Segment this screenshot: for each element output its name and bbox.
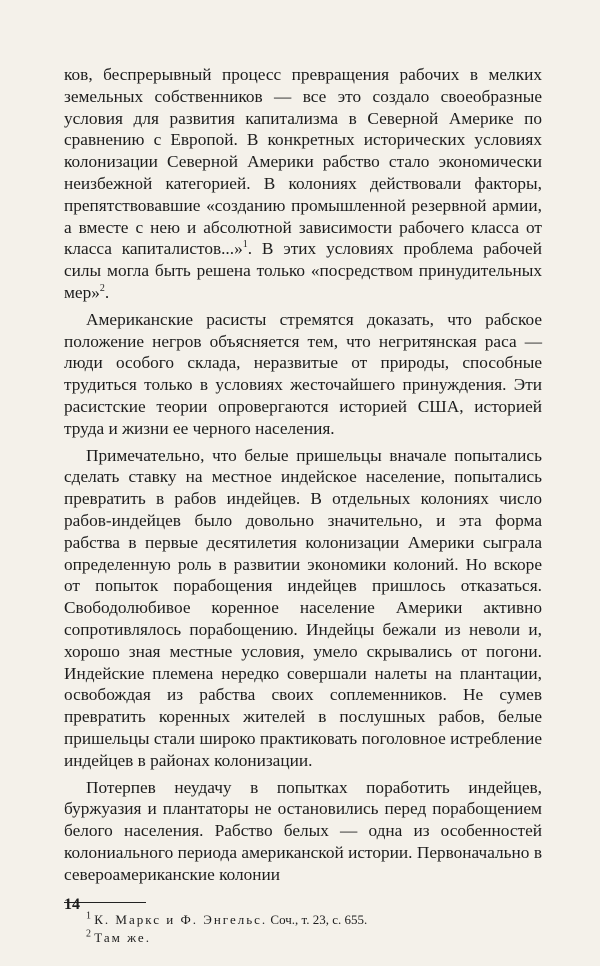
footnote-mark: 2	[86, 929, 91, 941]
footnote-ref-2: 2	[99, 283, 105, 295]
paragraph-4: Потерпев неудачу в попытках поработить индейцев, буржуазия и плантаторы не остановились перед порабощением белого населения. Рабство белых — одна из особенностей колониального периода американской истории. Первоначально в североамериканские колонии	[64, 777, 542, 884]
paragraph-text: . В этих условиях проблема рабочей силы могла быть решена только «посредством принудительных мер»	[64, 239, 542, 302]
footnote-source: Соч., т. 23, с. 655.	[270, 912, 368, 928]
paragraph-3: Примечательно, что белые пришельцы вначале попытались сделать ставку на местное индейское население, попытались превратить в рабов индейцев. В отдельных колониях число рабов-индейцев было довольно значительно, и эта форма рабства в первые десятилетия колонизации Америки сыграла определенную роль в развитии экономики колоний. Но вскоре от попыток порабощения индейцев пришлось отказаться. Свободолюбивое коренное население Америки активно сопротивлялось порабощению. Индейцы бежали из неволи и, хорошо зная местные условия, умело скрывались от погони. Индейские племена нередко совершали налеты на плантации, освобождая из рабства своих соплеменников. Не сумев превратить коренных жителей в послушных рабов, белые пришельцы стали широко практиковать поголовное истребление индейцев в районах колонизации.	[64, 445, 542, 770]
paragraph-text: ков, беспрерывный процесс превращения рабочих в мелких земельных собственников — все это создало своеобразные условия для развития капитализма в Северной Америке по сравнению с Европой. В конкретных исторических условиях колонизации Северной Америки рабство стало экономически неизбежной категорией. В колониях действовали факторы, препятствовавшие «созданию промышленной резервной армии, а вместе с нею и абсолютной зависимости рабочего класса от класса капиталистов...»	[64, 65, 542, 259]
paragraph-text: .	[104, 282, 110, 302]
footnote-mark: 1	[86, 911, 91, 923]
footnote-author: К. Маркс и Ф. Энгельс.	[94, 912, 268, 928]
page-number: 14	[64, 896, 80, 913]
footnote-2	[86, 929, 542, 947]
paragraph-1	[64, 64, 542, 304]
page-body	[64, 64, 542, 947]
footnote-1	[86, 911, 542, 929]
footnote-author: Там же.	[94, 930, 151, 946]
footnote-ref-1: 1	[242, 239, 248, 251]
paragraph-2: Американские расисты стремятся доказать, что рабское положение негров объясняется тем, что негритянская раса — люди особого склада, неразвитые от природы, способные трудиться только в условиях жесточайшего принуждения. Эти расистские теории опровергаются историей США, историей труда и жизни ее черного населения.	[64, 309, 542, 438]
